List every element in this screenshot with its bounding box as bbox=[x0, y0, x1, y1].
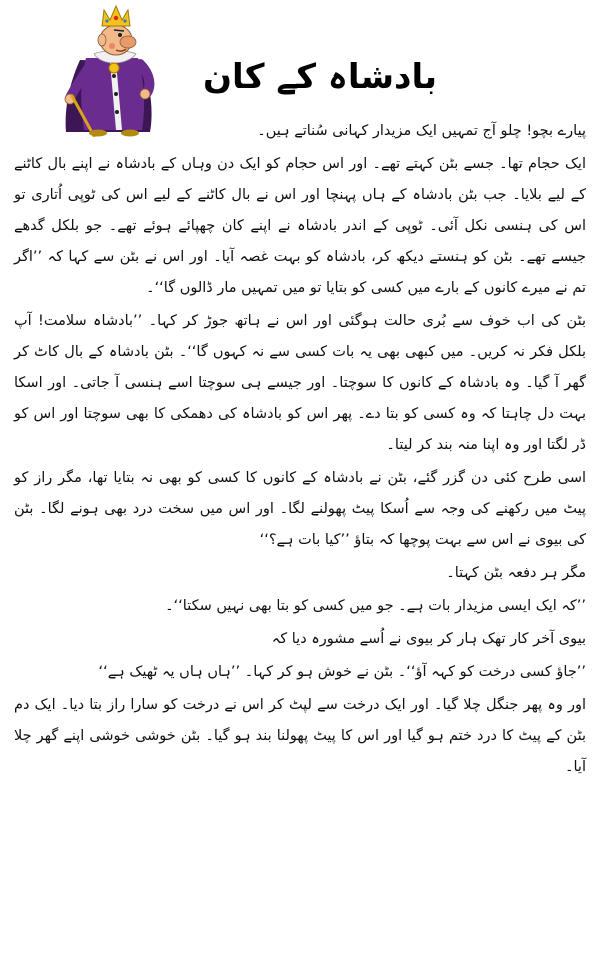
story-title: بادشاہ کے کان bbox=[202, 57, 438, 97]
story-paragraph: پیارے بچو! چلو آج تمہیں ایک مزیدار کہانی سُناتے ہیں۔ bbox=[257, 123, 586, 139]
story-paragraph: بٹن کی اب خوف سے بُری حالت ہوگئی اور اس نے ہاتھ جوڑ کر کہا۔ ’’بادشاہ سلامت! آپ بلکل فکر نہ کریں۔ میں کبھی بھی یہ بات کسی سے نہ کہوں گا‘‘۔ بٹن بادشاہ کے بال کاٹ کر گھر آ گیا۔ وہ بادشاہ کے کانوں کا سوچتا۔ اور جیسے ہی سوچتا اسے ہنسی آ جاتی۔ اور اسکا بہت دل چاہتا کہ وہ کسی کو بتا دے۔ پھر اس کو بادشاہ کی دھمکی کا بھی سوچتا اور اس کو ڈر لگتا اور وہ اپنا منہ بند کر لیتا۔ bbox=[14, 313, 586, 453]
story-body bbox=[14, 116, 586, 785]
story-paragraph: اسی طرح کئی دن گزر گئے، بٹن نے بادشاہ کے کانوں کا کسی کو بھی نہ بتایا تھا، مگر راز کو پیٹ میں رکھنے کی وجہ سے اُسکا پیٹ پھولنے لگا۔ اور اس میں سخت درد بھی ہونے لگا۔ بٹن کی بیوی نے اس سے بہت پوچھا کہ بتاؤ ’’کیا بات ہے؟‘‘ bbox=[14, 470, 586, 548]
story-paragraph: بیوی آخر کار تھک ہار کر بیوی نے اُسے مشورہ دیا کہ bbox=[271, 631, 586, 647]
story-paragraph: ’’کہ ایک ایسی مزیدار بات ہے۔ جو میں کسی کو بتا بھی نہیں سکتا‘‘۔ bbox=[165, 598, 586, 614]
story-paragraph: ایک حجام تھا۔ جسے بٹن کہتے تھے۔ اور اس حجام کو ایک دن وہاں کے بادشاہ نے اپنے بال کاٹنے کے لیے بلایا۔ جب بٹن بادشاہ کے ہاں پہنچا اور اس نے بال کاٹنے کے لیے اس کی ٹوپی اُتاری تو اس کی ہنسی نکل آئی۔ ٹوپی کے اندر بادشاہ نے اپنے کان چھپائے ہوئے تھے۔ جو بلکل گدھے جیسے تھے۔ بٹن کو ہنستے دیکھ کر، بادشاہ کو بہت غصہ آیا۔ اور اس نے بٹن سے کہا کہ ’’اگر تم نے میرے کانوں کے بارے میں کسی کو بتایا تو میں تمہیں مار ڈالوں گا‘‘۔ bbox=[14, 156, 586, 296]
story-paragraph: ’’جاؤ کسی درخت کو کہہ آؤ‘‘۔ بٹن نے خوش ہو کر کہا۔ ’’ہاں ہاں یہ ٹھیک ہے‘‘ bbox=[98, 664, 586, 680]
story-paragraph: اور وہ پھر جنگل چلا گیا۔ اور ایک درخت سے لپٹ کر اس نے درخت کو سارا راز بتا دیا۔ ایک دم بٹن کے پیٹ کا درد ختم ہو گیا اور اس کا پیٹ پھولنا بند ہو گیا۔ بٹن خوشی خوشی اپنے گھر چلا آیا۔ bbox=[14, 697, 586, 775]
story-paragraph: مگر ہر دفعہ بٹن کہتا۔ bbox=[446, 565, 586, 581]
